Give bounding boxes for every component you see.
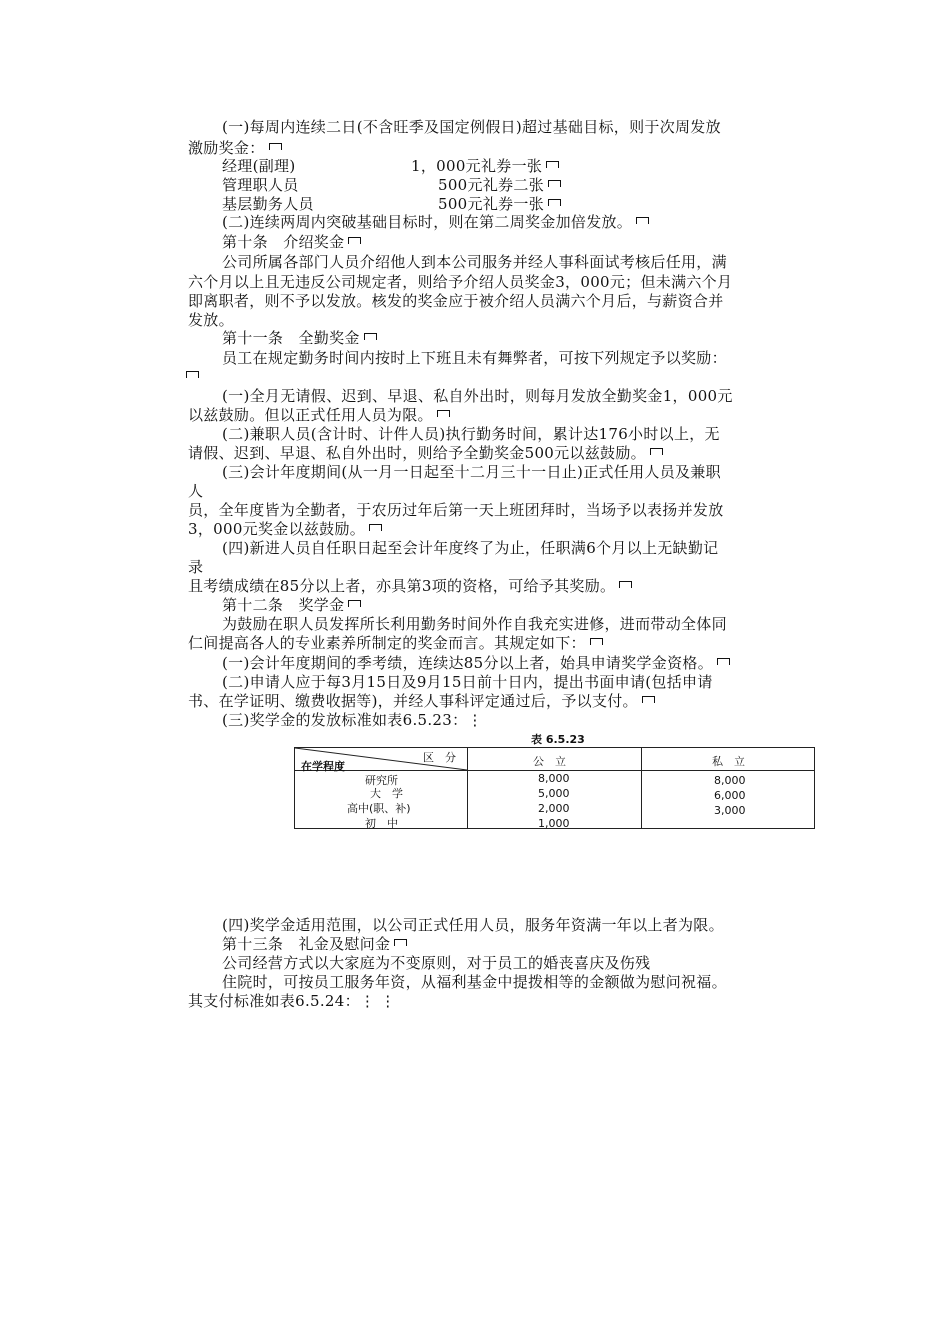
row-level: 大 学 xyxy=(370,787,403,800)
text-line: 1，000元礼券一张 xyxy=(411,156,559,176)
paragraph-mark-icon xyxy=(546,161,559,168)
text-line: 六个月以上且无违反公司规定者，则给予介绍人员奖金3，000元；但未满六个月 xyxy=(188,273,733,291)
text-line: (一)每周内连续二日(不含旺季及国定例假日)超过基础目标，则于次周发放 xyxy=(222,118,721,136)
text-line: 请假、迟到、早退、私自外出时，则给予全勤奖金500元以兹鼓励。 xyxy=(188,443,663,463)
section-heading: 第十一条 全勤奖金 xyxy=(222,328,377,348)
text-line: 住院时，可按员工服务年资，从福利基金中提拨相等的金额做为慰问祝福。 xyxy=(222,973,727,991)
corner-header-top: 区 分 xyxy=(423,751,456,764)
text-line: (四)奖学金适用范围，以公司正式任用人员，服务年资满一年以上者为限。 xyxy=(222,916,724,934)
text-line xyxy=(186,366,199,386)
text-line: 500元礼券一张 xyxy=(438,194,561,214)
table-caption: 表 6.5.23 xyxy=(531,733,585,746)
text-line: 3，000元奖金以兹鼓励。 xyxy=(188,519,382,539)
text-line: 公司经营方式以大家庭为不变原则，对于员工的婚丧喜庆及伤残 xyxy=(222,954,651,972)
text-line: 为鼓励在职人员发挥所长利用勤务时间外作自我充实进修，进而带动全体同 xyxy=(222,615,727,633)
colon-dots-marker: ⋮ ⋮ xyxy=(359,992,396,1010)
text-line: 500元礼券二张 xyxy=(438,175,561,195)
text-line: 以兹鼓励。但以正式任用人员为限。 xyxy=(188,405,450,425)
paragraph-mark-icon xyxy=(636,217,649,224)
text-line: 发放。 xyxy=(188,311,234,329)
paragraph-mark-icon xyxy=(437,410,450,417)
col-header-private: 私 立 xyxy=(712,755,745,768)
colon-dots-marker: ⋮ xyxy=(467,711,483,729)
row-level: 初 中 xyxy=(365,817,398,830)
row-public-value: 8,000 xyxy=(538,772,570,785)
paragraph-mark-icon xyxy=(548,199,561,206)
row-private-value: 8,000 xyxy=(714,774,746,787)
text-line: 员，全年度皆为全勤者，于农历过年后第一天上班团拜时，当场予以表扬并发放 xyxy=(188,501,724,519)
paragraph-mark-icon xyxy=(186,371,199,378)
paragraph-mark-icon xyxy=(650,448,663,455)
section-heading: 第十条 介绍奖金 xyxy=(222,232,361,252)
text-line: 且考绩成绩在85分以上者，亦具第3项的资格，可给予其奖励。 xyxy=(188,576,632,596)
text-line: (二)兼职人员(含计时、计件人员)执行勤务时间，累计达176小时以上，无 xyxy=(222,425,720,443)
paragraph-mark-icon xyxy=(269,143,282,150)
paragraph-mark-icon xyxy=(364,333,377,340)
row-public-value: 2,000 xyxy=(538,802,570,815)
text-line: 激励奖金： xyxy=(188,138,282,158)
col-header-public: 公 立 xyxy=(533,755,566,768)
text-line: 其支付标准如表6.5.24：⋮ ⋮ xyxy=(188,992,396,1010)
text-line: (三)奖学金的发放标准如表6.5.23：⋮ xyxy=(222,711,483,729)
text-line: 员工在规定勤务时间内按时上下班且未有舞弊者，可按下列规定予以奖励： xyxy=(222,349,727,367)
paragraph-mark-icon xyxy=(348,600,361,607)
text-line: 人 xyxy=(188,482,204,500)
corner-header-bottom: 在学程度 xyxy=(301,760,345,773)
paragraph-mark-icon xyxy=(394,939,407,946)
scholarship-table xyxy=(294,747,815,829)
text-line: (四)新进人员自任职日起至会计年度终了为止，任职满6个月以上无缺勤记 xyxy=(222,539,719,557)
paragraph-mark-icon xyxy=(642,696,655,703)
section-heading: 第十三条 礼金及慰问金 xyxy=(222,934,407,954)
text-line: 公司所属各部门人员介绍他人到本公司服务并经人事科面试考核后任用，满 xyxy=(222,253,727,271)
row-level: 研究所 xyxy=(365,774,398,787)
text-line: (二)连续两周内突破基础目标时，则在第二周奖金加倍发放。 xyxy=(222,212,649,232)
row-private-value: 6,000 xyxy=(714,789,746,802)
paragraph-mark-icon xyxy=(717,658,730,665)
text-line: 书、在学证明、缴费收据等)，并经人事科评定通过后，予以支付。 xyxy=(188,691,655,711)
text-line: 经理(副理) xyxy=(222,157,296,175)
paragraph-mark-icon xyxy=(348,237,361,244)
text-line: (一)全月无请假、迟到、早退、私自外出时，则每月发放全勤奖金1，000元 xyxy=(222,387,733,405)
text-line: 即离职者，则不予以发放。核发的奖金应于被介绍人员满六个月后，与薪资合并 xyxy=(188,292,724,310)
paragraph-mark-icon xyxy=(619,581,632,588)
text-line: 录 xyxy=(188,558,204,576)
paragraph-mark-icon xyxy=(548,180,561,187)
text-line: 管理职人员 xyxy=(222,176,299,194)
row-public-value: 1,000 xyxy=(538,817,570,830)
text-line: (二)申请人应于每3月15日及9月15日前十日内，提出书面申请(包括申请 xyxy=(222,673,713,691)
text-line: 仁间提高各人的专业素养所制定的奖金而言。其规定如下： xyxy=(188,633,603,653)
text-line: (一)会计年度期间的季考绩，连续达85分以上者，始具申请奖学金资格。 xyxy=(222,653,730,673)
text-line: 基层勤务人员 xyxy=(222,195,314,213)
paragraph-mark-icon xyxy=(369,524,382,531)
text-line: (三)会计年度期间(从一月一日起至十二月三十一日止)正式任用人员及兼职 xyxy=(222,463,721,481)
row-public-value: 5,000 xyxy=(538,787,570,800)
paragraph-mark-icon xyxy=(590,638,603,645)
row-level: 高中(职、补) xyxy=(347,802,411,815)
section-heading: 第十二条 奖学金 xyxy=(222,595,361,615)
row-private-value: 3,000 xyxy=(714,804,746,817)
